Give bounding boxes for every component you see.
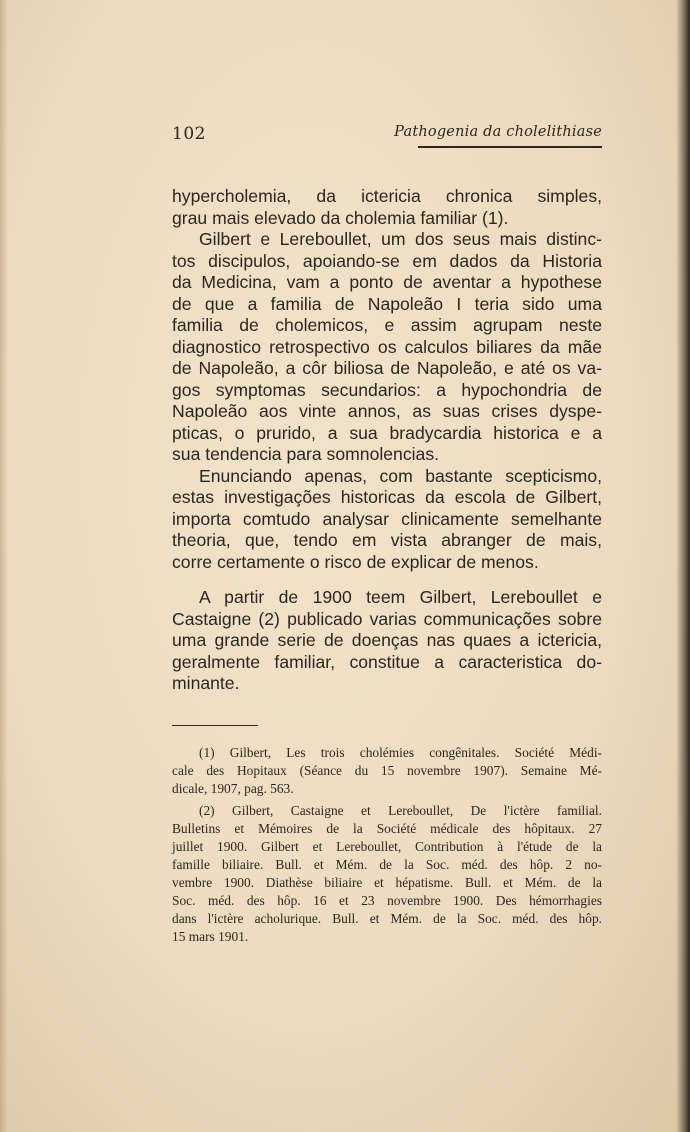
text-line: sua tendencia para somnolencias. xyxy=(172,444,440,464)
footnote-line: dans l'ictère acholurique. Bull. et Mém. de la Soc. méd. des hôp. xyxy=(172,911,602,926)
text-line: theoria, que, tendo em vista abranger de mais, xyxy=(172,530,602,550)
text-line: Gilbert e Lereboullet, um dos seus mais distinc- xyxy=(199,229,602,249)
footnote-line: famille biliaire. Bull. et Mém. de la Soc. méd. des hôp. 2 no- xyxy=(172,857,602,872)
page-header xyxy=(172,124,602,150)
text-line: geralmente familiar, constitue a caracteristica do- xyxy=(172,651,602,672)
text-line: corre certamente o risco de explicar de menos. xyxy=(172,551,539,572)
text-line: Enunciando apenas, com bastante scepticismo, xyxy=(199,465,602,486)
page-right-edge-shadow xyxy=(676,0,690,1132)
text-line: hypercholemia, da ictericia chronica simples, xyxy=(172,186,602,206)
paragraph-3 xyxy=(172,466,602,574)
text-line: gos symptomas secundarios: a hypochondria de xyxy=(172,379,602,400)
footnote-line: dicale, 1907, pag. 563. xyxy=(172,781,294,796)
text-line: pticas, o prurido, a sua bradycardia historica e a xyxy=(172,422,602,443)
page-left-edge xyxy=(0,0,8,1132)
body-text xyxy=(172,186,602,695)
footnote-2 xyxy=(172,802,602,946)
text-line: minante. xyxy=(172,673,240,693)
footnote-line: juillet 1900. Gilbert et Lereboullet, Contribution à l'étude de la xyxy=(172,839,602,854)
text-line: importa comtudo analysar clinicamente semelhante xyxy=(172,508,602,529)
text-line: Napoleão aos vinte annos, as suas crises dyspe- xyxy=(172,401,602,421)
text-line: de que a familia de Napoleão I teria sido uma xyxy=(172,293,602,314)
paragraph-2 xyxy=(172,229,602,466)
text-line: familia de cholemicos, e assim agrupam neste xyxy=(172,315,602,335)
footnote-line: (2) Gilbert, Castaigne et Lereboullet, De l'ictère familial. xyxy=(199,803,602,818)
paragraph-gap xyxy=(172,573,602,587)
footnote-line: Soc. méd. des hôp. 16 et 23 novembre 1900. Des hémorrhagies xyxy=(172,893,602,908)
text-line: Castaigne (2) publicado varias communicações sobre xyxy=(172,608,602,629)
running-title: Pathogenia da cholelithiase xyxy=(394,124,602,140)
header-rule xyxy=(418,146,602,148)
paragraph-1 xyxy=(172,186,602,229)
paragraph-4 xyxy=(172,587,602,695)
text-line: da Medicina, vam a ponto de aventar a hypothese xyxy=(172,272,602,292)
text-line: grau mais elevado da cholemia familiar (1). xyxy=(172,207,509,228)
text-line: tos discipulos, apoiando-se em dados da Historia xyxy=(172,250,602,271)
footnote-rule xyxy=(172,725,258,726)
footnote-line: (1) Gilbert, Les trois cholémies congênitales. Société Médi- xyxy=(199,745,602,760)
text-line: uma grande serie de doenças nas quaes a ictericia, xyxy=(172,630,602,650)
text-line: A partir de 1900 teem Gilbert, Lereboullet e xyxy=(199,587,602,607)
page-number: 102 xyxy=(172,124,206,144)
text-line: diagnostico retrospectivo os calculos biliares da mãe xyxy=(172,336,602,357)
footnote-1 xyxy=(172,744,602,798)
text-line: estas investigações historicas da escola de Gilbert, xyxy=(172,487,602,507)
footnote-line: cale des Hopitaux (Séance du 15 novembre 1907). Semaine Mé- xyxy=(172,763,602,778)
footnote-line: vembre 1900. Diathèse biliaire et hépatisme. Bull. et Mém. de la xyxy=(172,875,602,890)
footnote-line: Bulletins et Mémoires de la Société médicale des hôpitaux. 27 xyxy=(172,821,602,836)
footnotes xyxy=(172,744,602,946)
text-line: de Napoleão, a côr biliosa de Napoleão, e até os va- xyxy=(172,358,602,378)
footnote-line: 15 mars 1901. xyxy=(172,929,249,944)
